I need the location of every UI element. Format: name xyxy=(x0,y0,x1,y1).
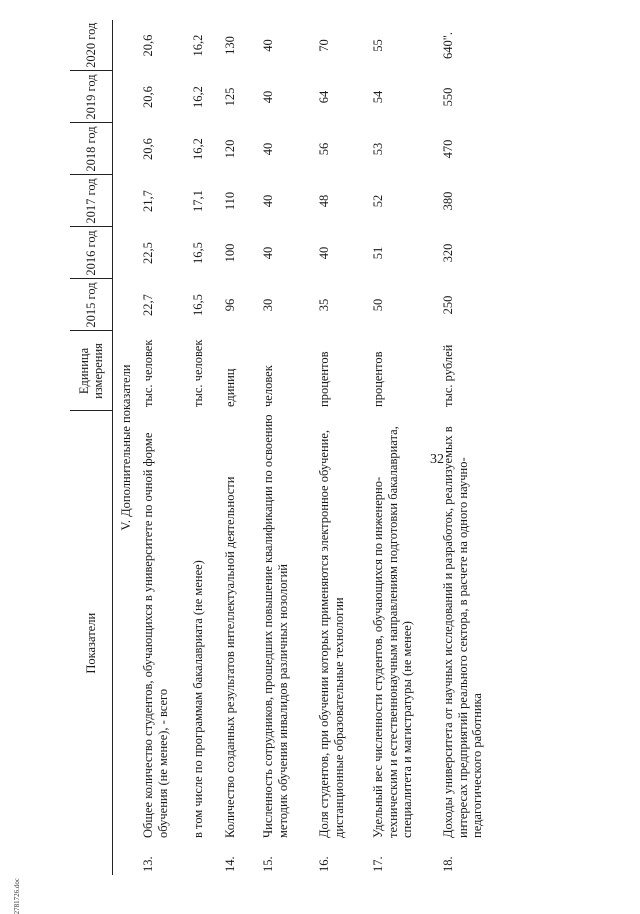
row-value: 53 xyxy=(371,142,385,156)
row-value: 470 xyxy=(441,139,455,159)
row-value: 16,2 xyxy=(191,138,205,160)
row-value: 640". xyxy=(441,32,455,59)
row-indicator: в том числе по программам бакалавриата (не менее) xyxy=(191,560,205,838)
table-row xyxy=(139,20,189,875)
header-row xyxy=(70,20,112,875)
row-value: 40 xyxy=(261,39,275,52)
indicators-table xyxy=(70,20,511,875)
row-number xyxy=(189,841,221,875)
header-year: 2020 год xyxy=(70,20,112,71)
table-row xyxy=(369,20,439,875)
row-value: 320 xyxy=(441,243,455,263)
row-value: 380 xyxy=(441,191,455,211)
row-value: 40 xyxy=(261,142,275,156)
row-value: 70 xyxy=(317,39,331,52)
row-value: 51 xyxy=(371,246,385,260)
row-value: 55 xyxy=(371,39,385,52)
row-value: 40 xyxy=(261,194,275,208)
table-row xyxy=(439,20,511,875)
row-indicator: Общее количество студентов, обучающихся в университете по очной форме обучения (не менее), - всего xyxy=(141,432,170,838)
row-value: 16,2 xyxy=(191,86,205,108)
row-value: 40 xyxy=(261,246,275,260)
row-unit: тыс. человек xyxy=(191,339,205,407)
row-unit: человек xyxy=(261,365,275,407)
table-row xyxy=(189,20,221,875)
row-value: 22,5 xyxy=(141,242,155,264)
row-value: 100 xyxy=(223,243,237,263)
row-value: 110 xyxy=(223,191,237,211)
row-indicator: Количество созданных результатов интеллектуальной деятельности xyxy=(223,476,237,838)
row-value: 120 xyxy=(223,139,237,159)
row-unit: единиц xyxy=(223,368,237,407)
row-number: 18. xyxy=(441,856,455,872)
row-value: 130 xyxy=(223,36,237,55)
header-unit: Единица измерения xyxy=(70,331,112,411)
row-value: 35 xyxy=(317,298,331,312)
row-unit: процентов xyxy=(371,351,385,407)
row-value: 40 xyxy=(261,90,275,104)
row-indicator: Доходы университета от научных исследований и разработок, реализуемых в интересах предприятий реального сектора, в расчете на одного научно-педагогического работника xyxy=(441,426,484,838)
row-value: 30 xyxy=(261,298,275,312)
page-number: 32 xyxy=(430,452,444,467)
row-value: 16,5 xyxy=(191,294,205,316)
section-title: V. Дополнительные показатели xyxy=(118,364,133,531)
row-value: 20,6 xyxy=(141,86,155,108)
row-value: 56 xyxy=(317,142,331,156)
header-year: 2017 год xyxy=(70,175,112,227)
row-number: 14. xyxy=(223,856,237,872)
row-value: 54 xyxy=(371,90,385,104)
row-value: 20,6 xyxy=(141,138,155,160)
row-indicator: Удельный вес численности студентов, обучающихся по инженерно-техническим и естественнонаучным направлениям подготовки бакалавриата, специалитета и магистратуры (не менее) xyxy=(371,426,414,838)
header-year: 2018 год xyxy=(70,123,112,175)
row-number: 15. xyxy=(261,856,275,872)
table-row xyxy=(315,20,369,875)
section-row xyxy=(112,20,139,875)
row-unit: тыс. рублей xyxy=(441,344,455,407)
row-value: 50 xyxy=(371,298,385,312)
row-value: 16,2 xyxy=(191,34,205,57)
row-number: 16. xyxy=(317,856,331,872)
row-value: 20,6 xyxy=(141,34,155,57)
row-value: 17,1 xyxy=(191,190,205,212)
file-code: 2781726.doc xyxy=(13,878,21,914)
header-year: 2019 год xyxy=(70,71,112,123)
row-number: 17. xyxy=(371,856,385,872)
row-value: 40 xyxy=(317,246,331,260)
table-row xyxy=(259,20,315,875)
row-unit: тыс. человек xyxy=(141,339,155,407)
row-value: 22,7 xyxy=(141,294,155,316)
row-value: 52 xyxy=(371,194,385,208)
row-number: 13. xyxy=(141,856,155,872)
table-row xyxy=(221,20,259,875)
header-year: 2016 год xyxy=(70,227,112,279)
row-value: 21,7 xyxy=(141,190,155,212)
header-year: 2015 год xyxy=(70,279,112,331)
row-value: 250 xyxy=(441,295,455,315)
row-value: 96 xyxy=(223,298,237,312)
header-indicator: Показатели xyxy=(70,411,112,875)
row-unit: процентов xyxy=(317,351,331,407)
row-value: 64 xyxy=(317,90,331,104)
row-indicator: Численность сотрудников, прошедших повышение квалификации по освоению методик обучения инвалидов различных нозологий xyxy=(261,414,290,838)
row-value: 125 xyxy=(223,87,237,107)
rotated-table-container xyxy=(70,20,600,875)
row-indicator: Доля студентов, при обучении которых применяются электронное обучение, дистанционные образовательные технологии xyxy=(317,429,346,838)
row-value: 16,5 xyxy=(191,242,205,264)
row-value: 550 xyxy=(441,87,455,107)
row-value: 48 xyxy=(317,194,331,208)
